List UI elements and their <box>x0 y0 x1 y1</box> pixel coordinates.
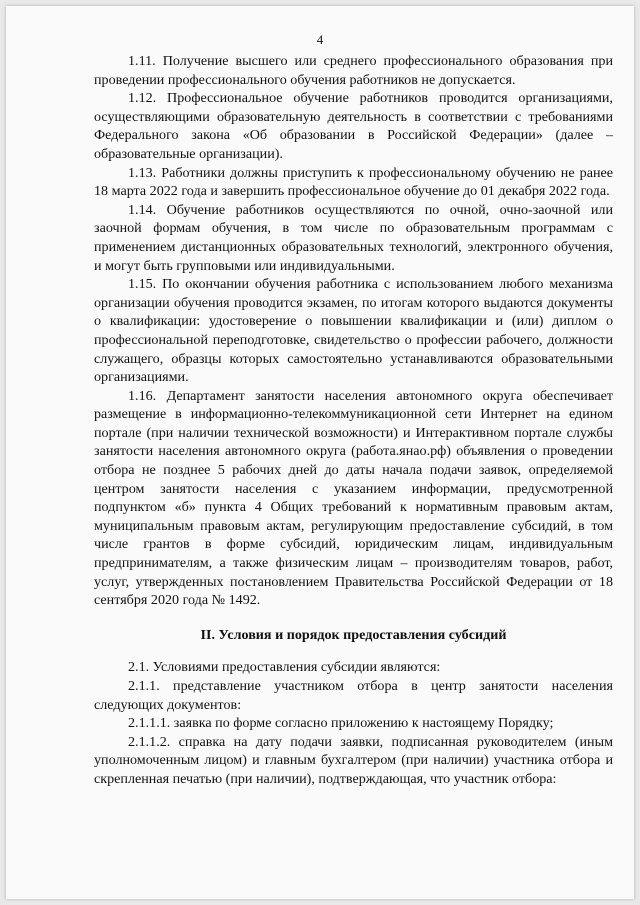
paragraph-2-1-1-1: 2.1.1.1. заявка по форме согласно приложению к настоящему Порядку; <box>128 715 554 732</box>
paragraph-1-15: 1.15. По окончании обучения работника с использованием любого механизма организации обучения проводится экзамен, по итогам которого выдаются документы о квалификации: удостоверение о повышении квалификации и (или) диплом о профессиональной переподготовке, свидетельство о профессии рабочего, должности служащего, образцы которых самостоятельно устанавливаются образовательными организациями. <box>94 276 613 386</box>
paragraph-1-14: 1.14. Обучение работников осуществляются по очной, очно-заочной или заочной формам обучения, в том числе по образовательным программам с применением дистанционных образовательных технологий, электронного обучения, и могут быть групповыми или индивидуальными. <box>94 201 613 274</box>
paragraph-1-12: 1.12. Профессиональное обучение работников проводится организациями, осуществляющими образовательную деятельность в соответствии с требованиями Федерального закона «Об образовании в Российской Федерации» (далее – образовательные организации). <box>94 90 613 162</box>
paragraph-1-16: 1.16. Департамент занятости населения автономного округа обеспечивает размещение в информационно-телекоммуникационной сети Интернет на едином портале (при наличии технической возможности) и Интерактивном портале службы занятости населения автономного округа (работа.янао.рф) объявления о проведении отбора не позднее 5 рабочих дней до даты начала подачи заявок, определяемой центром занятости населения с указанием информации, предусмотренной подпунктом «б» пункта 4 Общих требований к нормативным правовым актам, муниципальным правовым актам, регулирующим предоставление субсидий, в том числе грантов в форме субсидий, юридическим лицам, индивидуальным предпринимателям, а также физическим лицам – производителям товаров, работ, услуг, утвержденных постановлением Правительства Российской Федерации от 18 сентября 2020 года № 1492. <box>94 387 613 609</box>
document-body <box>94 52 613 789</box>
document-page <box>6 6 634 899</box>
paragraph-1-13: 1.13. Работники должны приступить к профессиональному обучению не ранее 18 марта 2022 года и завершить профессиональное обучение до 01 декабря 2022 года. <box>94 164 613 200</box>
section-heading: II. Условия и порядок предоставления субсидий <box>200 626 507 643</box>
paragraph-2-1: 2.1. Условиями предоставления субсидии являются: <box>128 659 441 676</box>
paragraph-2-1-1-2: 2.1.1.2. справка на дату подачи заявки, подписанная руководителем (иным уполномоченным лицом) и главным бухгалтером (при наличии) участника отбора и скрепленная печатью (при наличии), подтверждающая, что участник отбора: <box>94 733 613 787</box>
paragraph-1-11: 1.11. Получение высшего или среднего профессионального образования при проведении профессионального обучения работников не допускается. <box>94 53 613 88</box>
paragraph-2-1-1: 2.1.1. представление участником отбора в центр занятости населения следующих документов: <box>94 678 613 713</box>
page-number: 4 <box>316 32 324 47</box>
